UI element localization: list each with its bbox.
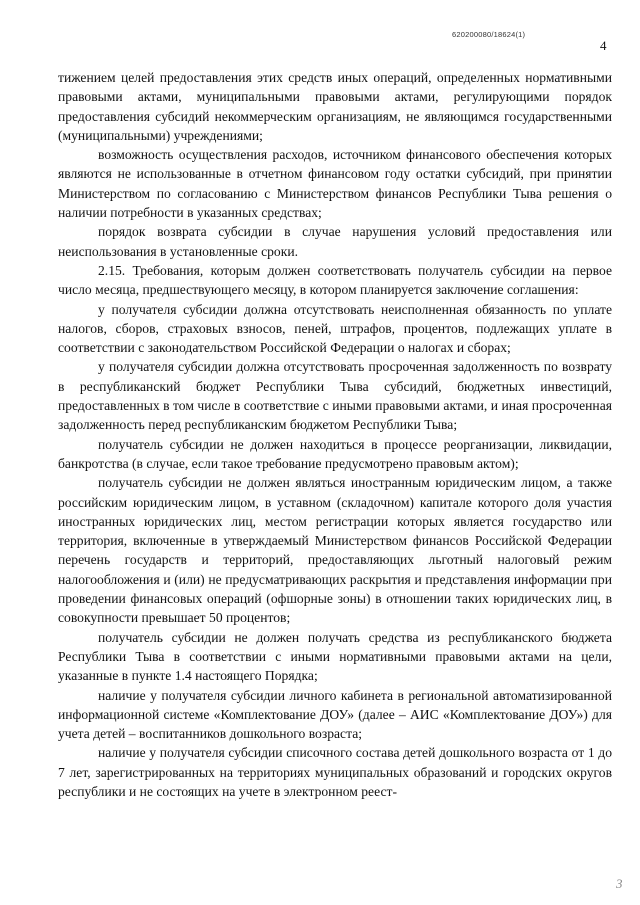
document-code: 620200080/18624(1) [452,30,526,39]
paragraph: получатель субсидии не должен являться иностранным юридическим лицом, а также российским юридическим лицом, в уставном (складочном) капитале которого доля участия иностранных юридических лиц, местом регистрации которых является государство или территория, включенные в утверждаемый Министерством финансов Российской Федерации перечень государств и территорий, предоставляющих льготный налоговый режим налогообложения и (или) не предусматривающих раскрытия и представления информации при проведении финансовых операций (офшорные зоны) в отношении таких юридических лиц, в совокупности превышает 50 процентов; [58,475,612,626]
paragraph: наличие у получателя субсидии личного кабинета в региональной автоматизированной информационной системе «Комплектование ДОУ» (далее – АИС «Комплектование ДОУ») для учета детей – воспитанников дошкольного возраста; [58,687,612,742]
paragraph: получатель субсидии не должен находиться в процессе реорганизации, ликвидации, банкротства (в случае, если такое требование предусмотрено правовым актом); [58,436,612,471]
paragraph: порядок возврата субсидии в случае нарушения условий предоставления или неиспользования в установленные сроки. [58,224,612,259]
paragraph: у получателя субсидии должна отсутствовать просроченная задолженность по возврату в республиканский бюджет Республики Тыва субсидий, бюджетных инвестиций, предоставленных в том числе в соответствие с иными правовыми актами, и иная просроченная задолженность перед республиканским бюджетом Республики Тыва; [58,359,612,433]
paragraph: возможность осуществления расходов, источником финансового обеспечения которых являются не использованные в отчетном финансовом году остатки субсидий, при принятии Министерством по согласованию с Министерством финансов Республики Тыва решения о наличии потребности в указанных средствах; [58,147,612,221]
paragraph: наличие у получателя субсидии списочного состава детей дошкольного возраста от 1 до 7 лет, зарегистрированных на территориях муниципальных образований и городских округов республики и не состоящих на учете в электронном реест- [58,745,612,799]
paragraph: у получателя субсидии должна отсутствовать неисполненная обязанность по уплате налогов, сборов, страховых взносов, пеней, штрафов, процентов, подлежащих уплате в соответствии с законодательством Российской Федерации о налогах и сборах; [58,301,612,356]
paragraph-section-2-15: 2.15. Требования, которым должен соответствовать получатель субсидии на первое число месяца, предшествующего месяцу, в котором планируется заключение соглашения: [58,262,612,298]
document-body [58,68,612,801]
paragraph: получатель субсидии не должен получать средства из республиканского бюджета Республики Тыва в соответствии с иными нормативными правовыми актами на цели, указанные в пункте 1.4 настоящего Порядка; [58,629,612,684]
corner-handwritten-mark: 3 [616,876,623,891]
paragraph: тижением целей предоставления этих средств иных операций, определенных нормативными правовыми актами, муниципальными правовыми актами, регулирующими порядок предоставления субсидий некоммерческим организациям, не являющимся государственными (муниципальными) учреждениями; [58,70,612,143]
page-number: 4 [600,38,607,53]
